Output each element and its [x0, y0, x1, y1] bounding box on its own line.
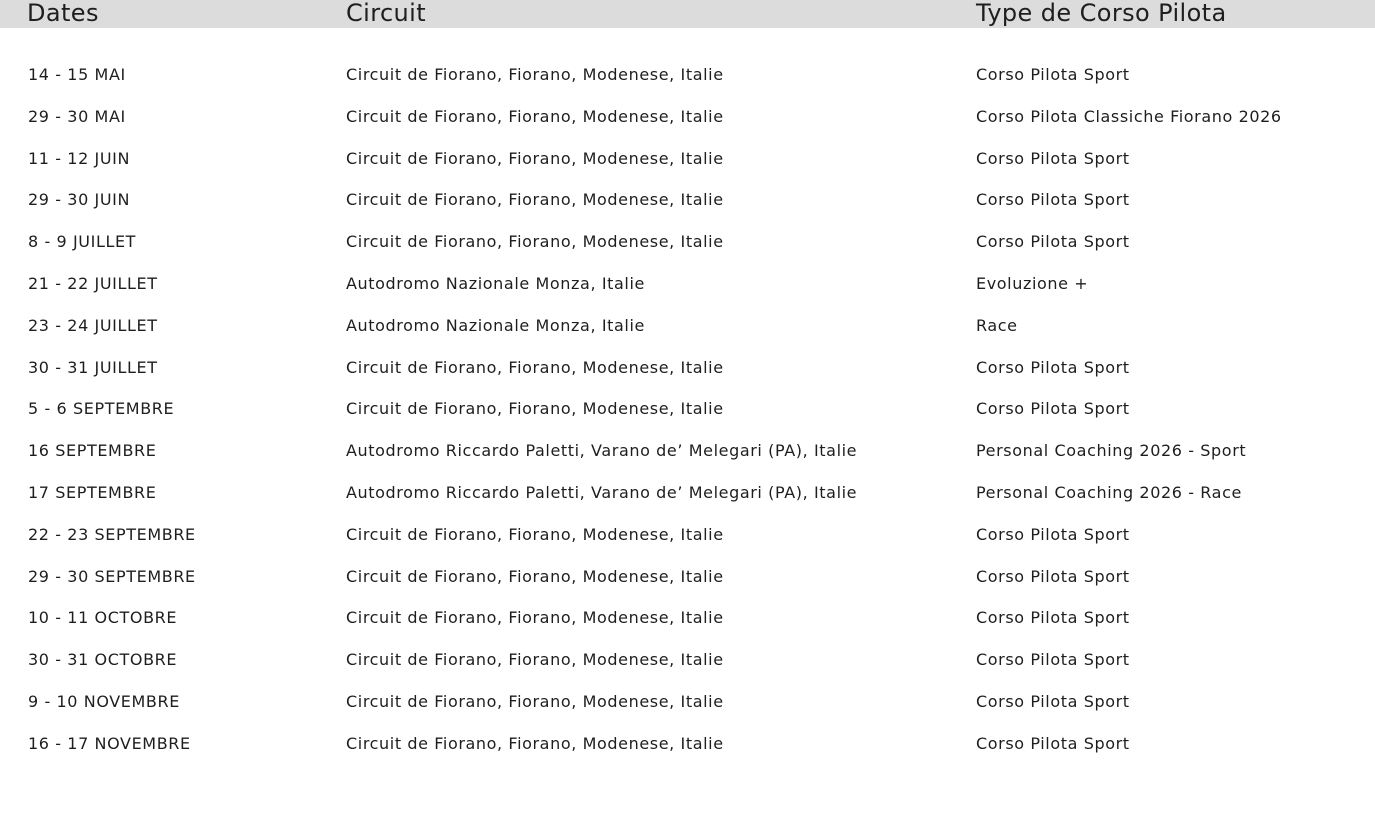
- row-dates: 16 SEPTEMBRE: [28, 441, 157, 461]
- table-row: [0, 305, 1375, 347]
- row-circuit: Circuit de Fiorano, Fiorano, Modenese, Italie: [346, 608, 724, 628]
- row-course-type: Corso Pilota Sport: [976, 399, 1130, 419]
- row-course-type: Corso Pilota Sport: [976, 650, 1130, 670]
- table-row: [0, 514, 1375, 556]
- row-dates: 22 - 23 SEPTEMBRE: [28, 524, 196, 544]
- row-course-type: Corso Pilota Classiche Fiorano 2026: [976, 106, 1282, 126]
- row-course-type: Corso Pilota Sport: [976, 691, 1130, 711]
- header-circuit: Circuit: [346, 0, 427, 27]
- row-circuit: Autodromo Riccardo Paletti, Varano de’ Melegari (PA), Italie: [346, 441, 858, 461]
- row-dates: 29 - 30 JUIN: [28, 190, 131, 210]
- row-course-type: Corso Pilota Sport: [976, 566, 1130, 586]
- table-row: [0, 723, 1375, 765]
- table-row: [0, 472, 1375, 514]
- row-dates: 10 - 11 OCTOBRE: [28, 608, 178, 628]
- table-header: [0, 0, 1375, 28]
- table-row: [0, 179, 1375, 221]
- row-course-type: Corso Pilota Sport: [976, 148, 1130, 168]
- table-row: [0, 263, 1375, 305]
- table-row: [0, 388, 1375, 430]
- row-course-type: Corso Pilota Sport: [976, 65, 1130, 84]
- row-course-type: Evoluzione +: [976, 273, 1089, 293]
- row-course-type: Personal Coaching 2026 - Race: [976, 482, 1242, 502]
- row-dates: 5 - 6 SEPTEMBRE: [28, 399, 175, 419]
- row-circuit: Circuit de Fiorano, Fiorano, Modenese, Italie: [346, 399, 724, 419]
- row-course-type: Corso Pilota Sport: [976, 733, 1130, 753]
- row-dates: 17 SEPTEMBRE: [28, 482, 157, 502]
- row-circuit: Circuit de Fiorano, Fiorano, Modenese, Italie: [346, 190, 724, 210]
- row-dates: 21 - 22 JUILLET: [28, 273, 158, 293]
- row-dates: 14 - 15 MAI: [28, 65, 126, 84]
- header-course-type: Type de Corso Pilota: [976, 0, 1227, 27]
- row-circuit: Circuit de Fiorano, Fiorano, Modenese, Italie: [346, 524, 724, 544]
- row-circuit: Circuit de Fiorano, Fiorano, Modenese, Italie: [346, 650, 724, 670]
- header-dates: Dates: [27, 0, 99, 27]
- row-dates: 29 - 30 MAI: [28, 106, 126, 126]
- row-course-type: Corso Pilota Sport: [976, 357, 1130, 377]
- row-course-type: Corso Pilota Sport: [976, 608, 1130, 628]
- row-circuit: Circuit de Fiorano, Fiorano, Modenese, Italie: [346, 106, 724, 126]
- row-circuit: Circuit de Fiorano, Fiorano, Modenese, Italie: [346, 691, 724, 711]
- row-course-type: Corso Pilota Sport: [976, 190, 1130, 210]
- row-course-type: Corso Pilota Sport: [976, 232, 1130, 252]
- table-row: [0, 347, 1375, 389]
- table-row: [0, 96, 1375, 138]
- table-row: [0, 221, 1375, 263]
- row-dates: 11 - 12 JUIN: [28, 148, 131, 168]
- table-row: [0, 639, 1375, 681]
- row-circuit: Circuit de Fiorano, Fiorano, Modenese, Italie: [346, 148, 724, 168]
- row-dates: 30 - 31 JUILLET: [28, 357, 158, 377]
- table-row: [0, 54, 1375, 96]
- row-dates: 29 - 30 SEPTEMBRE: [28, 566, 196, 586]
- row-circuit: Autodromo Riccardo Paletti, Varano de’ Melegari (PA), Italie: [346, 482, 858, 502]
- row-circuit: Circuit de Fiorano, Fiorano, Modenese, Italie: [346, 65, 724, 84]
- table-row: [0, 138, 1375, 180]
- table-row: [0, 681, 1375, 723]
- row-circuit: Autodromo Nazionale Monza, Italie: [346, 273, 645, 293]
- row-circuit: Circuit de Fiorano, Fiorano, Modenese, Italie: [346, 566, 724, 586]
- row-dates: 16 - 17 NOVEMBRE: [28, 733, 191, 753]
- row-circuit: Circuit de Fiorano, Fiorano, Modenese, Italie: [346, 232, 724, 252]
- row-dates: 23 - 24 JUILLET: [28, 315, 158, 335]
- row-circuit: Circuit de Fiorano, Fiorano, Modenese, Italie: [346, 357, 724, 377]
- row-course-type: Race: [976, 315, 1018, 335]
- row-course-type: Corso Pilota Sport: [976, 524, 1130, 544]
- table-row: [0, 556, 1375, 598]
- row-dates: 8 - 9 JUILLET: [28, 232, 137, 252]
- row-dates: 30 - 31 OCTOBRE: [28, 650, 178, 670]
- table-row: [0, 597, 1375, 639]
- table-body: [0, 54, 1375, 765]
- row-course-type: Personal Coaching 2026 - Sport: [976, 441, 1247, 461]
- row-dates: 9 - 10 NOVEMBRE: [28, 691, 180, 711]
- row-circuit: Circuit de Fiorano, Fiorano, Modenese, Italie: [346, 733, 724, 753]
- table-row: [0, 430, 1375, 472]
- row-circuit: Autodromo Nazionale Monza, Italie: [346, 315, 645, 335]
